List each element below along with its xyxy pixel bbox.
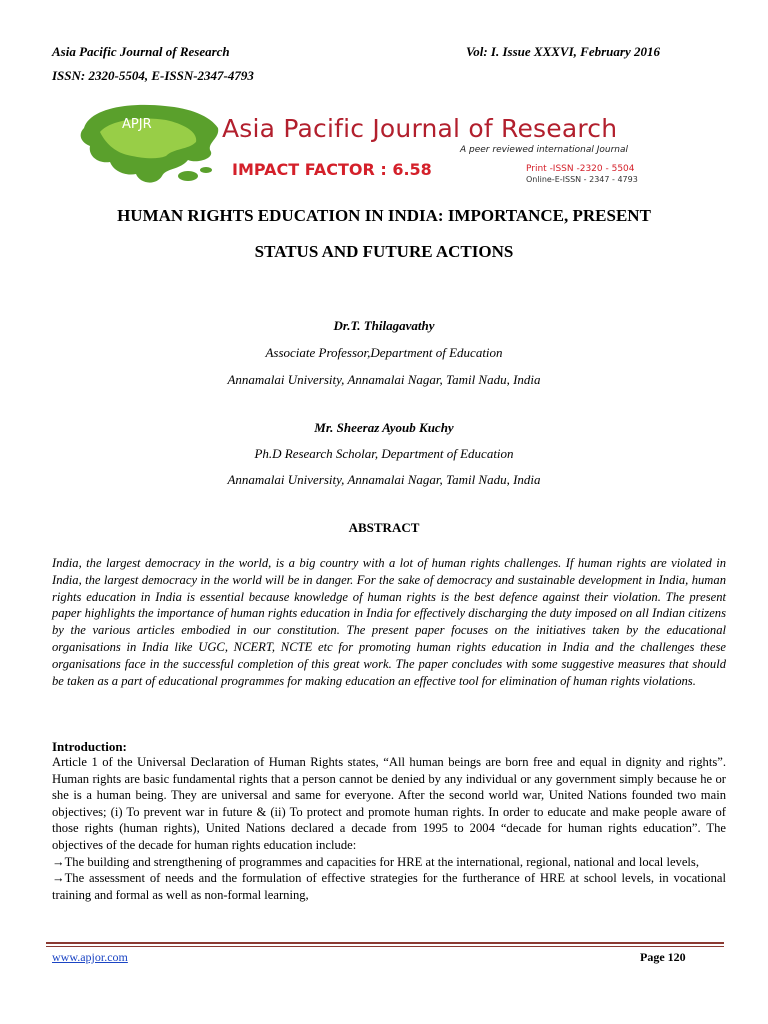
- author-2-affiliation: Annamalai University, Annamalai Nagar, Tamil Nadu, India: [227, 472, 541, 487]
- footer-rule-thin: [46, 946, 724, 947]
- logo-journal-name: Asia Pacific Journal of Research: [222, 114, 618, 143]
- introduction-bullet-2: →The assessment of needs and the formulation of effective strategies for the furtherance of HRE at school levels, in vocational training and formal as well as non-formal learning,: [52, 871, 726, 902]
- footer-rule: [46, 942, 724, 944]
- author-1-name: Dr.T. Thilagavathy: [333, 318, 435, 333]
- author-2-role: Ph.D Research Scholar, Department of Education: [254, 446, 514, 461]
- logo-print-issn: Print -ISSN -2320 - 5504: [526, 164, 635, 174]
- logo-abbrev: APJR: [122, 117, 152, 132]
- introduction-bullet-1: →The building and strengthening of programmes and capacities for HRE at the international, regional, national and local levels,: [52, 854, 699, 869]
- author-2-name: Mr. Sheeraz Ayoub Kuchy: [314, 420, 454, 435]
- introduction-body: [52, 754, 726, 903]
- introduction-heading: Introduction:: [52, 739, 127, 754]
- abstract-text: India, the largest democracy in the world, is a big country with a lot of human rights challenges. If human rights are violated in India, the largest democracy in the world will be in danger. For the sake of democracy and sustainable development in India, human rights education in India is essential because knowledge of human rights is the best defence against their violation. The present paper highlights the importance of human rights education in India for effectively discharging the duty imposed on all Indian citizens by the various articles embodied in our constitution. The present paper focuses on the initiatives taken by the educational organisations in India like UGC, NCERT, NCTE etc for promoting human rights education in India and the challenges these organisations face in the successful completion of this great work. The paper concludes with some suggestive measures that should be taken as a part of educational programmes for making education an effective tool for elimination of human rights violations.: [52, 556, 726, 688]
- introduction-paragraph: Article 1 of the Universal Declaration of Human Rights states, “All human beings are born free and equal in dignity and rights”. Human rights are basic fundamental rights that a person cannot be denied by any individual or any government simply because he or she is a human being. They are universal and same for everyone. After the second world war, United Nations founded two main objectives; (i) To prevent war in future & (ii) To protect and promote human rights. In order to educate and make people aware of those rights (human rights), United Nations declared a decade from 1995 to 2004 “decade for human rights education”. The objectives of the decade for human rights education include:: [52, 755, 726, 852]
- abstract-heading: ABSTRACT: [348, 520, 420, 535]
- author-1-role: Associate Professor,Department of Education: [265, 345, 503, 360]
- page-number: Page 120: [640, 950, 686, 964]
- logo-online-issn: Online-E-ISSN - 2347 - 4793: [526, 175, 638, 184]
- running-header-issn: ISSN: 2320-5504, E-ISSN-2347-4793: [52, 68, 254, 83]
- author-1-affiliation: Annamalai University, Annamalai Nagar, Tamil Nadu, India: [227, 372, 541, 387]
- running-header-volume: Vol: I. Issue XXXVI, February 2016: [466, 44, 660, 59]
- running-header-journal: Asia Pacific Journal of Research: [52, 44, 230, 59]
- footer-website-link[interactable]: www.apjor.com: [52, 950, 128, 964]
- paper-title-line-1: HUMAN RIGHTS EDUCATION IN INDIA: IMPORTANCE, PRESENT: [117, 206, 651, 225]
- logo-impact-factor: IMPACT FACTOR : 6.58: [232, 160, 432, 179]
- logo-tagline: A peer reviewed international Journal: [460, 145, 629, 155]
- paper-title-line-2: STATUS AND FUTURE ACTIONS: [254, 242, 514, 261]
